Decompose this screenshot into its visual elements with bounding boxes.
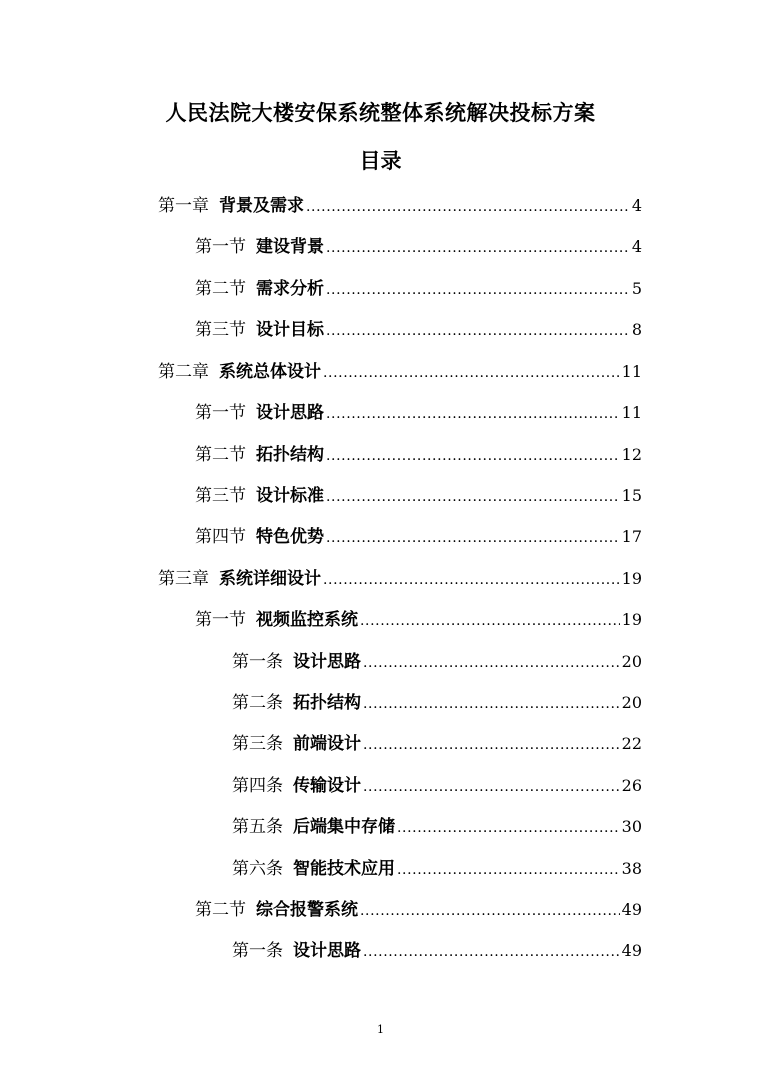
toc-entry-article[interactable] (232, 814, 642, 840)
dot-leader (326, 277, 630, 303)
toc-heading: 目录 (359, 148, 402, 173)
toc-entry-number: 第二节 (195, 279, 246, 299)
toc-entry-page: 4 (631, 196, 642, 215)
toc-entry-article[interactable] (232, 731, 642, 757)
toc-entry-number: 第三章 (158, 569, 209, 589)
toc-entry-section[interactable] (195, 897, 642, 923)
dot-leader (306, 194, 630, 220)
toc-entry-chapter-1[interactable] (158, 193, 642, 219)
toc-entry-number: 第一节 (195, 237, 246, 257)
dot-leader (363, 774, 620, 800)
toc-entry-number: 第五条 (232, 817, 283, 837)
toc-entry-title: 系统总体设计 (219, 362, 321, 382)
toc-entry-title: 拓扑结构 (256, 445, 324, 465)
dot-leader (360, 898, 620, 924)
toc-entry-page: 20 (621, 693, 642, 712)
toc-entry-title: 智能技术应用 (293, 859, 395, 879)
toc-entry-number: 第一节 (195, 403, 246, 423)
toc-entry-title: 设计思路 (293, 652, 361, 672)
toc-entry-title: 拓扑结构 (293, 693, 361, 713)
toc-entry-number: 第四条 (232, 776, 283, 796)
toc-entry-article[interactable] (232, 938, 642, 964)
toc-entry-page: 12 (621, 445, 642, 464)
toc-entry-number: 第六条 (232, 859, 283, 879)
toc-entry-number: 第三节 (195, 486, 246, 506)
toc-entry-number: 第四节 (195, 527, 246, 547)
toc-entry-page: 22 (621, 734, 642, 753)
toc-entry-number: 第三条 (232, 734, 283, 754)
toc-entry-title: 背景及需求 (219, 196, 304, 216)
dot-leader (323, 360, 620, 386)
toc-entry-page: 11 (621, 403, 642, 422)
toc-entry-section[interactable] (195, 317, 642, 343)
toc-entry-title: 传输设计 (293, 776, 361, 796)
dot-leader (397, 857, 620, 883)
toc-entry-number: 第三节 (195, 320, 246, 340)
toc-entry-section[interactable] (195, 483, 642, 509)
toc-entry-page: 49 (621, 900, 642, 919)
dot-leader (363, 650, 620, 676)
document-title: 人民法院大楼安保系统整体系统解决投标方案 (165, 100, 596, 125)
toc-entry-number: 第一章 (158, 196, 209, 216)
toc-entry-title: 设计标准 (256, 486, 324, 506)
toc-entry-section[interactable] (195, 442, 642, 468)
toc-entry-title: 设计思路 (293, 941, 361, 961)
toc-entry-section[interactable] (195, 276, 642, 302)
toc-entry-page: 19 (621, 569, 642, 588)
toc-entry-page: 49 (621, 941, 642, 960)
toc-entry-page: 20 (621, 652, 642, 671)
toc-entry-page: 38 (621, 859, 642, 878)
toc-entry-number: 第二节 (195, 445, 246, 465)
toc-entry-chapter-3[interactable] (158, 566, 642, 592)
toc-entry-title: 特色优势 (256, 527, 324, 547)
toc-entry-number: 第一节 (195, 610, 246, 630)
dot-leader (326, 318, 630, 344)
toc-entry-title: 需求分析 (256, 279, 324, 299)
toc-entry-number: 第一条 (232, 941, 283, 961)
toc-entry-title: 后端集中存储 (293, 817, 395, 837)
dot-leader (326, 484, 620, 510)
toc-entry-number: 第二条 (232, 693, 283, 713)
dot-leader (363, 939, 620, 965)
toc-entry-article[interactable] (232, 856, 642, 882)
dot-leader (326, 401, 620, 427)
toc-entry-page: 11 (621, 362, 642, 381)
dot-leader (360, 608, 620, 634)
toc-entry-title: 综合报警系统 (256, 900, 358, 920)
toc-entry-section[interactable] (195, 524, 642, 550)
toc-entry-article[interactable] (232, 773, 642, 799)
dot-leader (326, 525, 620, 551)
dot-leader (326, 235, 630, 261)
toc-entry-section[interactable] (195, 607, 642, 633)
toc-entry-page: 15 (621, 486, 642, 505)
dot-leader (397, 815, 620, 841)
toc-entry-page: 30 (621, 817, 642, 836)
toc-entry-article[interactable] (232, 649, 642, 675)
toc-entry-title: 前端设计 (293, 734, 361, 754)
dot-leader (363, 732, 620, 758)
toc-entry-title: 系统详细设计 (219, 569, 321, 589)
toc-entry-chapter-2[interactable] (158, 359, 642, 385)
page-number: 1 (377, 1023, 384, 1036)
dot-leader (326, 443, 620, 469)
toc-entry-title: 建设背景 (256, 237, 324, 257)
toc-entry-title: 设计目标 (256, 320, 324, 340)
toc-entry-section[interactable] (195, 234, 642, 260)
toc-entry-title: 设计思路 (256, 403, 324, 423)
toc-entry-number: 第二章 (158, 362, 209, 382)
toc-entry-number: 第二节 (195, 900, 246, 920)
toc-entry-article[interactable] (232, 690, 642, 716)
toc-entry-page: 5 (631, 279, 642, 298)
toc-entry-number: 第一条 (232, 652, 283, 672)
toc-entry-section[interactable] (195, 400, 642, 426)
toc-entry-page: 26 (621, 776, 642, 795)
toc-entry-title: 视频监控系统 (256, 610, 358, 630)
toc-entry-page: 8 (631, 320, 642, 339)
dot-leader (363, 691, 620, 717)
dot-leader (323, 567, 620, 593)
toc-entry-page: 19 (621, 610, 642, 629)
toc-entry-page: 17 (621, 527, 642, 546)
toc-entry-page: 4 (631, 237, 642, 256)
